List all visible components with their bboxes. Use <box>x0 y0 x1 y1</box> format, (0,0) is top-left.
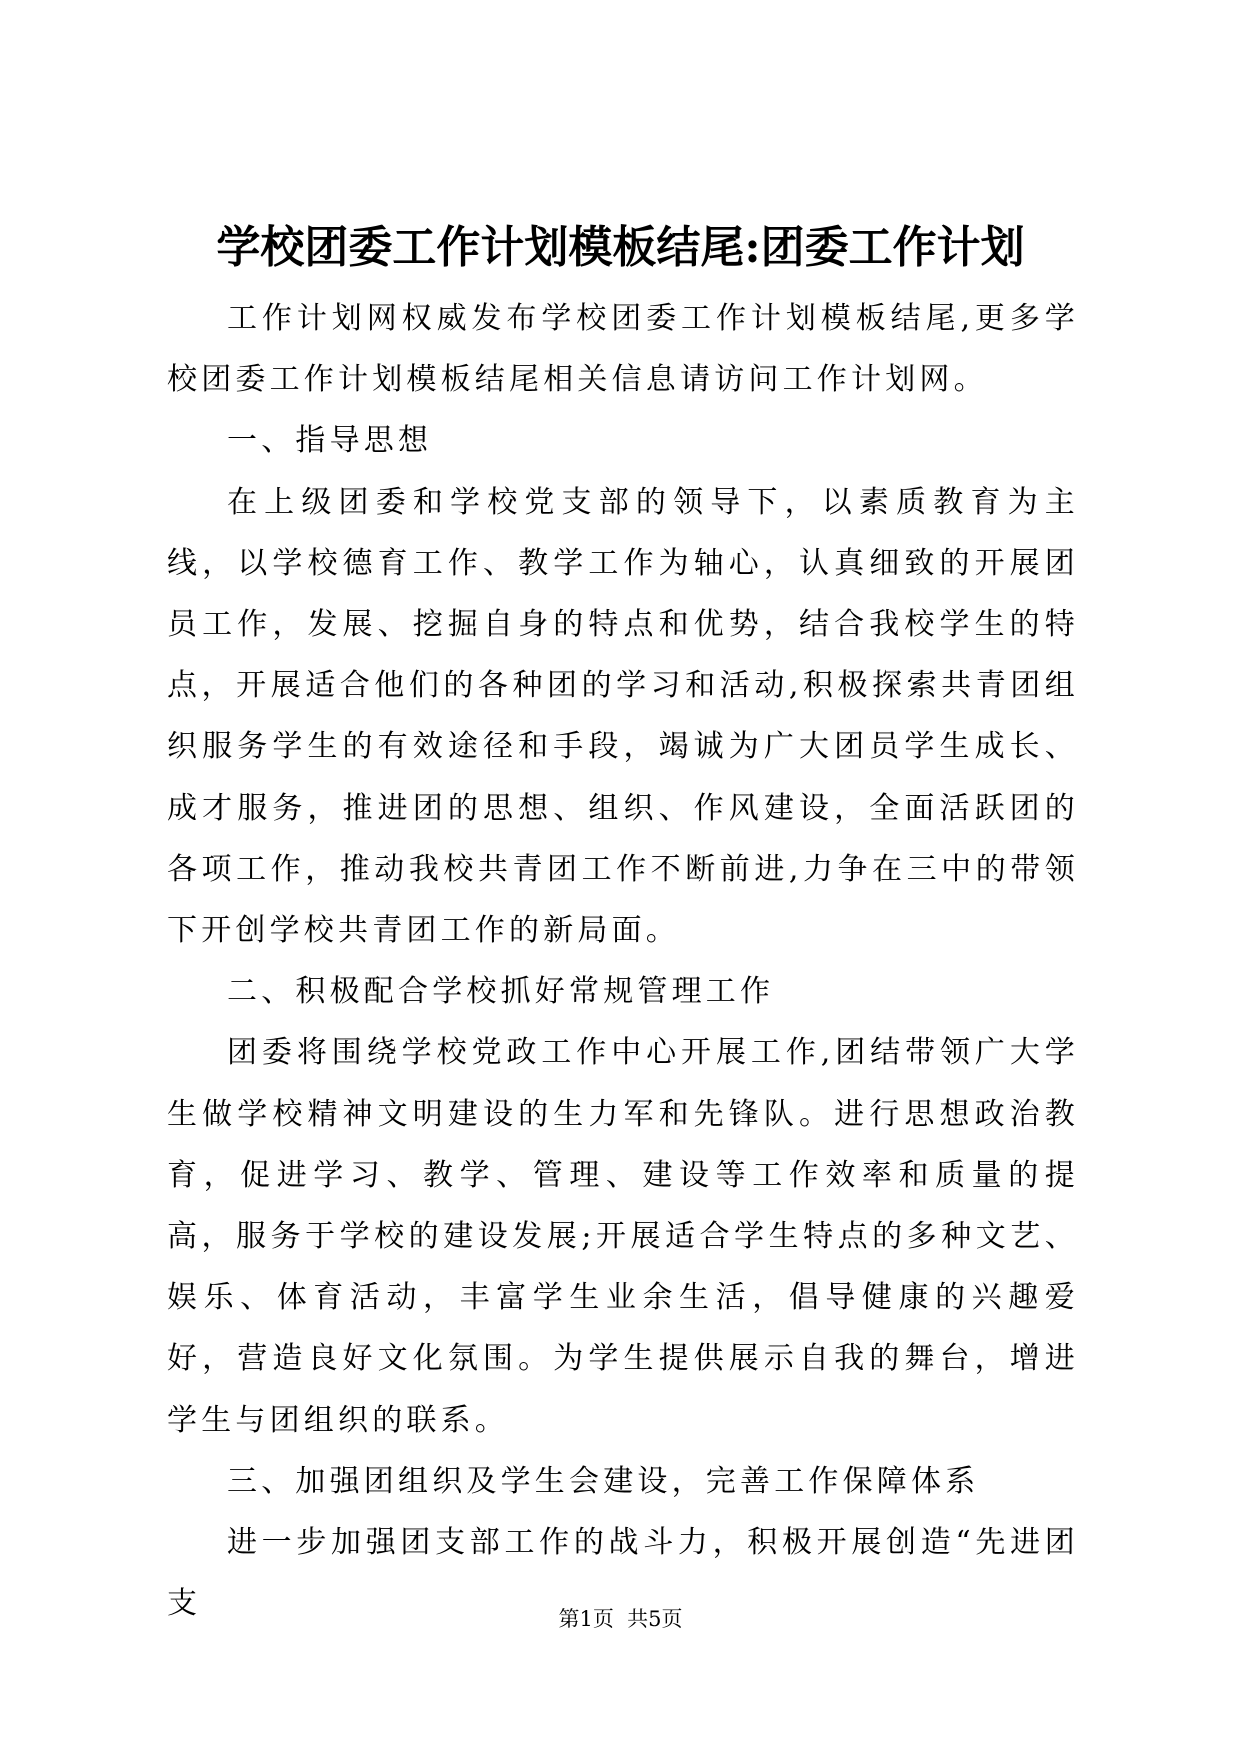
guiding-thought-paragraph: 在上级团委和学校党支部的领导下，以素质教育为主线，以学校德育工作、教学工作为轴心，认真细致的开展团员工作，发展、挖掘自身的特点和优势，结合我校学生的特点，开展适合他们的各种团的学习和活动,积极探索共青团组织服务学生的有效途径和手段，竭诚为广大团员学生成长、成才服务，推进团的思想、组织、作风建设，全面活跃团的各项工作，推动我校共青团工作不断前进,力争在三中的带领下开创学校共青团工作的新局面。 <box>167 484 1079 949</box>
page-number: 第1页 共5页 <box>558 1607 683 1631</box>
document-title: 学校团委工作计划模板结尾:团委工作计划 <box>216 222 1025 273</box>
organization-building-paragraph: 进一步加强团支部工作的战斗力，积极开展创造“先进团支 <box>167 1525 1079 1622</box>
section-heading-guiding-thought: 一、指导思想 <box>227 423 433 459</box>
intro-paragraph: 工作计划网权威发布学校团委工作计划模板结尾,更多学校团委工作计划模板结尾相关信息请访问工作计划网。 <box>167 301 1079 398</box>
section-heading-routine-management: 二、积极配合学校抓好常规管理工作 <box>227 974 775 1010</box>
page-footer <box>0 1604 1241 1634</box>
document-body <box>167 288 1079 1634</box>
section-heading-organization-building: 三、加强团组织及学生会建设，完善工作保障体系 <box>227 1463 980 1499</box>
routine-management-paragraph: 团委将围绕学校党政工作中心开展工作,团结带领广大学生做学校精神文明建设的生力军和先锋队。进行思想政治教育，促进学习、教学、管理、建设等工作效率和质量的提高，服务于学校的建设发展;开展适合学生特点的多种文艺、娱乐、体育活动，丰富学生业余生活，倡导健康的兴趣爱好，营造良好文化氛围。为学生提供展示自我的舞台，增进学生与团组织的联系。 <box>167 1035 1079 1438</box>
